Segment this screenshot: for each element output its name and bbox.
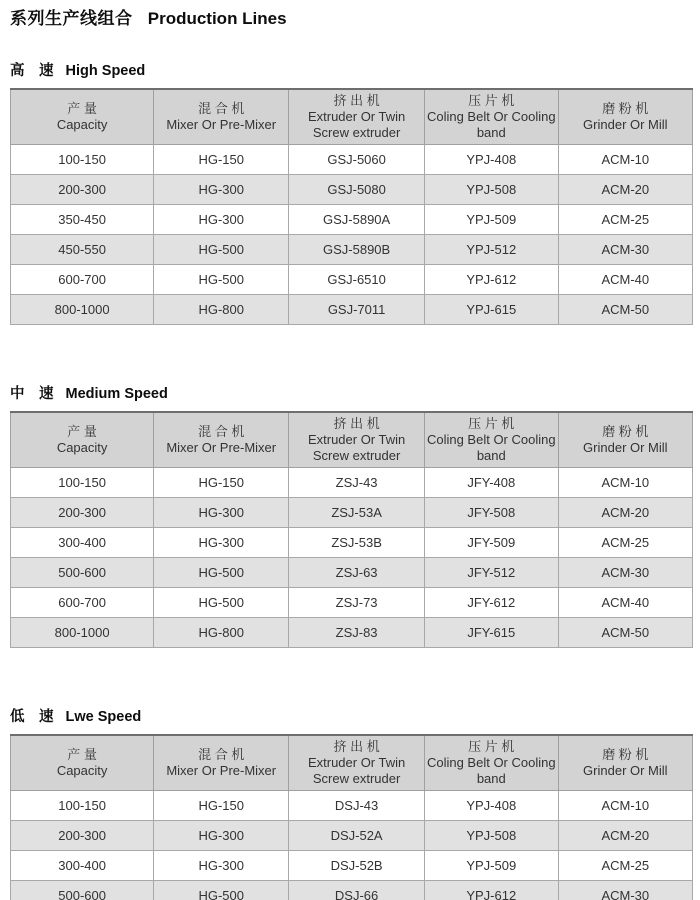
table-cell: GSJ-6510 — [289, 265, 425, 295]
page-title — [10, 8, 693, 30]
table-cell: DSJ-52A — [289, 821, 425, 851]
production-table-low-speed — [10, 734, 693, 900]
header-row — [11, 89, 693, 145]
table-cell: ACM-30 — [558, 558, 692, 588]
table-cell: ACM-25 — [558, 205, 692, 235]
table-cell: YPJ-508 — [424, 821, 558, 851]
page-title-chinese: 系列生产线组合 — [10, 9, 133, 28]
table-cell: ACM-50 — [558, 295, 692, 325]
section-heading — [10, 385, 693, 403]
table-row — [11, 851, 693, 881]
table-cell: 200-300 — [11, 175, 154, 205]
table-cell: 100-150 — [11, 791, 154, 821]
table-cell: HG-300 — [154, 205, 289, 235]
column-header-mixer: 混 合 机 Mixer Or Pre-Mixer — [154, 412, 289, 468]
production-table-medium-speed — [10, 411, 693, 648]
table-cell: 200-300 — [11, 821, 154, 851]
header-row — [11, 735, 693, 791]
table-cell: ACM-25 — [558, 528, 692, 558]
table-cell: DSJ-52B — [289, 851, 425, 881]
table-cell: JFY-508 — [424, 498, 558, 528]
table-cell: ZSJ-83 — [289, 618, 425, 648]
table-cell: HG-300 — [154, 175, 289, 205]
table-row — [11, 468, 693, 498]
column-header-grinder: 磨 粉 机 Grinder Or Mill — [558, 735, 692, 791]
column-header-extruder: 挤 出 机 Extruder Or Twin Screw extruder — [289, 89, 425, 145]
column-header-cooling: 压 片 机 Coling Belt Or Cooling band — [424, 735, 558, 791]
section-low-speed — [10, 708, 693, 900]
table-cell: YPJ-508 — [424, 175, 558, 205]
column-header-capacity: 产 量 Capacity — [11, 735, 154, 791]
table-cell: JFY-612 — [424, 588, 558, 618]
table-row — [11, 588, 693, 618]
section-heading — [10, 708, 693, 726]
table-cell: GSJ-5890A — [289, 205, 425, 235]
table-cell: ACM-10 — [558, 468, 692, 498]
table-cell: JFY-509 — [424, 528, 558, 558]
column-header-mixer: 混 合 机 Mixer Or Pre-Mixer — [154, 89, 289, 145]
section-heading — [10, 62, 693, 80]
section-heading-chinese: 高 速 — [10, 63, 54, 79]
section-heading-chinese: 低 速 — [10, 709, 54, 725]
table-row — [11, 145, 693, 175]
table-row — [11, 821, 693, 851]
table-row — [11, 205, 693, 235]
table-cell: YPJ-408 — [424, 145, 558, 175]
table-cell: ZSJ-63 — [289, 558, 425, 588]
table-cell: 200-300 — [11, 498, 154, 528]
table-cell: ZSJ-53B — [289, 528, 425, 558]
table-cell: ACM-20 — [558, 498, 692, 528]
table-cell: 500-600 — [11, 881, 154, 900]
section-high-speed — [10, 62, 693, 325]
table-cell: HG-500 — [154, 558, 289, 588]
table-cell: HG-300 — [154, 821, 289, 851]
column-header-cooling: 压 片 机 Coling Belt Or Cooling band — [424, 89, 558, 145]
table-cell: YPJ-509 — [424, 851, 558, 881]
column-header-extruder: 挤 出 机 Extruder Or Twin Screw extruder — [289, 735, 425, 791]
table-cell: HG-500 — [154, 235, 289, 265]
table-row — [11, 528, 693, 558]
table-cell: YPJ-408 — [424, 791, 558, 821]
column-header-capacity: 产 量 Capacity — [11, 412, 154, 468]
table-header — [11, 412, 693, 468]
column-header-mixer: 混 合 机 Mixer Or Pre-Mixer — [154, 735, 289, 791]
table-cell: HG-150 — [154, 145, 289, 175]
table-cell: JFY-615 — [424, 618, 558, 648]
table-cell: ACM-30 — [558, 881, 692, 900]
table-cell: 450-550 — [11, 235, 154, 265]
table-body — [11, 145, 693, 325]
table-cell: 300-400 — [11, 851, 154, 881]
section-medium-speed — [10, 385, 693, 648]
table-cell: ACM-30 — [558, 235, 692, 265]
table-cell: YPJ-615 — [424, 295, 558, 325]
table-cell: 600-700 — [11, 265, 154, 295]
table-cell: ACM-20 — [558, 175, 692, 205]
table-cell: YPJ-612 — [424, 265, 558, 295]
table-cell: HG-500 — [154, 881, 289, 900]
table-cell: HG-800 — [154, 295, 289, 325]
table-cell: GSJ-5890B — [289, 235, 425, 265]
section-heading-english: Medium Speed — [65, 386, 168, 402]
table-cell: 800-1000 — [11, 618, 154, 648]
table-row — [11, 881, 693, 900]
table-cell: HG-150 — [154, 468, 289, 498]
page-title-english: Production Lines — [147, 9, 287, 28]
table-row — [11, 791, 693, 821]
column-header-extruder: 挤 出 机 Extruder Or Twin Screw extruder — [289, 412, 425, 468]
column-header-grinder: 磨 粉 机 Grinder Or Mill — [558, 89, 692, 145]
table-cell: ZSJ-53A — [289, 498, 425, 528]
table-row — [11, 265, 693, 295]
table-cell: 800-1000 — [11, 295, 154, 325]
table-cell: ACM-50 — [558, 618, 692, 648]
table-cell: DSJ-43 — [289, 791, 425, 821]
column-header-capacity: 产 量 Capacity — [11, 89, 154, 145]
table-row — [11, 295, 693, 325]
table-cell: JFY-512 — [424, 558, 558, 588]
table-cell: HG-500 — [154, 588, 289, 618]
table-cell: HG-300 — [154, 851, 289, 881]
table-cell: ACM-20 — [558, 821, 692, 851]
table-cell: ACM-10 — [558, 791, 692, 821]
table-cell: HG-300 — [154, 498, 289, 528]
table-cell: ACM-10 — [558, 145, 692, 175]
table-cell: ACM-40 — [558, 588, 692, 618]
table-cell: 100-150 — [11, 145, 154, 175]
table-row — [11, 498, 693, 528]
table-body — [11, 468, 693, 648]
section-heading-english: High Speed — [65, 63, 146, 79]
header-row — [11, 412, 693, 468]
table-row — [11, 618, 693, 648]
table-cell: HG-300 — [154, 528, 289, 558]
production-table-high-speed — [10, 88, 693, 325]
table-cell: 350-450 — [11, 205, 154, 235]
section-heading-english: Lwe Speed — [65, 709, 142, 725]
table-cell: ZSJ-43 — [289, 468, 425, 498]
table-cell: 500-600 — [11, 558, 154, 588]
table-cell: YPJ-509 — [424, 205, 558, 235]
table-cell: YPJ-512 — [424, 235, 558, 265]
table-cell: ACM-40 — [558, 265, 692, 295]
table-row — [11, 558, 693, 588]
table-cell: YPJ-612 — [424, 881, 558, 900]
table-header — [11, 735, 693, 791]
table-cell: ZSJ-73 — [289, 588, 425, 618]
table-header — [11, 89, 693, 145]
table-cell: HG-500 — [154, 265, 289, 295]
table-row — [11, 235, 693, 265]
table-row — [11, 175, 693, 205]
column-header-cooling: 压 片 机 Coling Belt Or Cooling band — [424, 412, 558, 468]
column-header-grinder: 磨 粉 机 Grinder Or Mill — [558, 412, 692, 468]
table-cell: 600-700 — [11, 588, 154, 618]
table-cell: GSJ-5080 — [289, 175, 425, 205]
table-cell: HG-800 — [154, 618, 289, 648]
table-cell: JFY-408 — [424, 468, 558, 498]
table-cell: GSJ-5060 — [289, 145, 425, 175]
table-cell: GSJ-7011 — [289, 295, 425, 325]
table-cell: 300-400 — [11, 528, 154, 558]
table-body — [11, 791, 693, 900]
table-cell: ACM-25 — [558, 851, 692, 881]
table-cell: 100-150 — [11, 468, 154, 498]
table-cell: DSJ-66 — [289, 881, 425, 900]
section-heading-chinese: 中 速 — [10, 386, 54, 402]
table-cell: HG-150 — [154, 791, 289, 821]
